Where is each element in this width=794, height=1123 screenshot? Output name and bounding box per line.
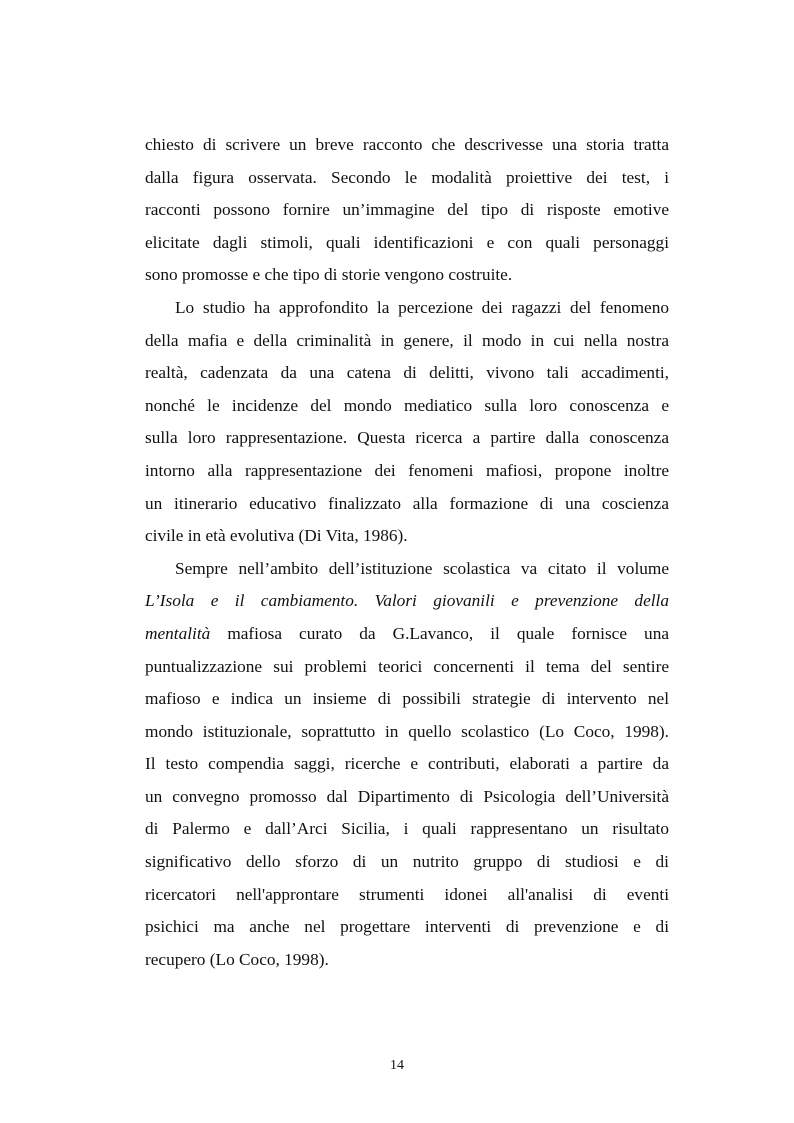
text-line: recupero (Lo Coco, 1998). xyxy=(145,949,329,969)
paragraph-3 xyxy=(145,553,669,977)
page-number: 14 xyxy=(390,1058,404,1073)
text-line: puntualizzazione sui problemi teorici concernenti il tema del sentire xyxy=(145,656,669,676)
text-line: di Palermo e dall’Arci Sicilia, i quali rappresentano un risultato xyxy=(145,819,669,839)
book-title-end: mentalità xyxy=(145,623,211,643)
text-line: della mafia e della criminalità in genere, il modo in cui nella nostra xyxy=(145,330,669,350)
text-line: elicitate dagli stimoli, quali identificazioni e con quali personaggi xyxy=(145,232,669,252)
text-line: racconti possono fornire un’immagine del tipo di risposte emotive xyxy=(145,200,669,220)
text-line: ricercatori nell'approntare strumenti idonei all'analisi di eventi xyxy=(145,884,669,904)
text-line: chiesto di scrivere un breve racconto che descrivesse una storia tratta xyxy=(145,135,669,154)
text-line: significativo dello sforzo di un nutrito gruppo di studiosi e di xyxy=(145,852,669,872)
text-line: un itinerario educativo finalizzato alla formazione di una coscienza xyxy=(145,493,669,513)
text-line: Il testo compendia saggi, ricerche e contributi, elaborati a partire da xyxy=(145,754,669,774)
text-line: un convegno promosso dal Dipartimento di Psicologia dell’Università xyxy=(145,786,669,806)
text-line: Sempre nell’ambito dell’istituzione scolastica va citato il volume xyxy=(175,558,669,578)
text-line: civile in età evolutiva (Di Vita, 1986). xyxy=(145,526,408,546)
text-line: dalla figura osservata. Secondo le modalità proiettive dei test, i xyxy=(145,167,669,187)
paragraph-1 xyxy=(145,129,669,292)
text-line: intorno alla rappresentazione dei fenomeni mafiosi, propone inoltre xyxy=(145,460,669,480)
text-line: sono promosse e che tipo di storie vengono costruite. xyxy=(145,265,513,285)
book-title-line: L’Isola e il cambiamento. Valori giovanili e prevenzione della xyxy=(145,591,669,611)
text-line: realtà, cadenzata da una catena di delitti, vivono tali accadimenti, xyxy=(145,363,669,383)
text-line: Lo studio ha approfondito la percezione dei ragazzi del fenomeno xyxy=(175,297,669,317)
text-line: sulla loro rappresentazione. Questa ricerca a partire dalla conoscenza xyxy=(145,428,669,448)
body-text xyxy=(145,129,669,976)
text-fragment: mafiosa curato da G.Lavanco, il quale fornisce una xyxy=(210,623,669,643)
text-line: nonché le incidenze del mondo mediatico sulla loro conoscenza e xyxy=(145,395,669,415)
text-line: psichici ma anche nel progettare interventi di prevenzione e di xyxy=(145,917,669,937)
text-line xyxy=(145,618,669,651)
text-line: mafioso e indica un insieme di possibili strategie di intervento nel xyxy=(145,689,669,709)
paragraph-2 xyxy=(145,292,669,553)
text-line: mondo istituzionale, soprattutto in quello scolastico (Lo Coco, 1998). xyxy=(145,721,669,741)
